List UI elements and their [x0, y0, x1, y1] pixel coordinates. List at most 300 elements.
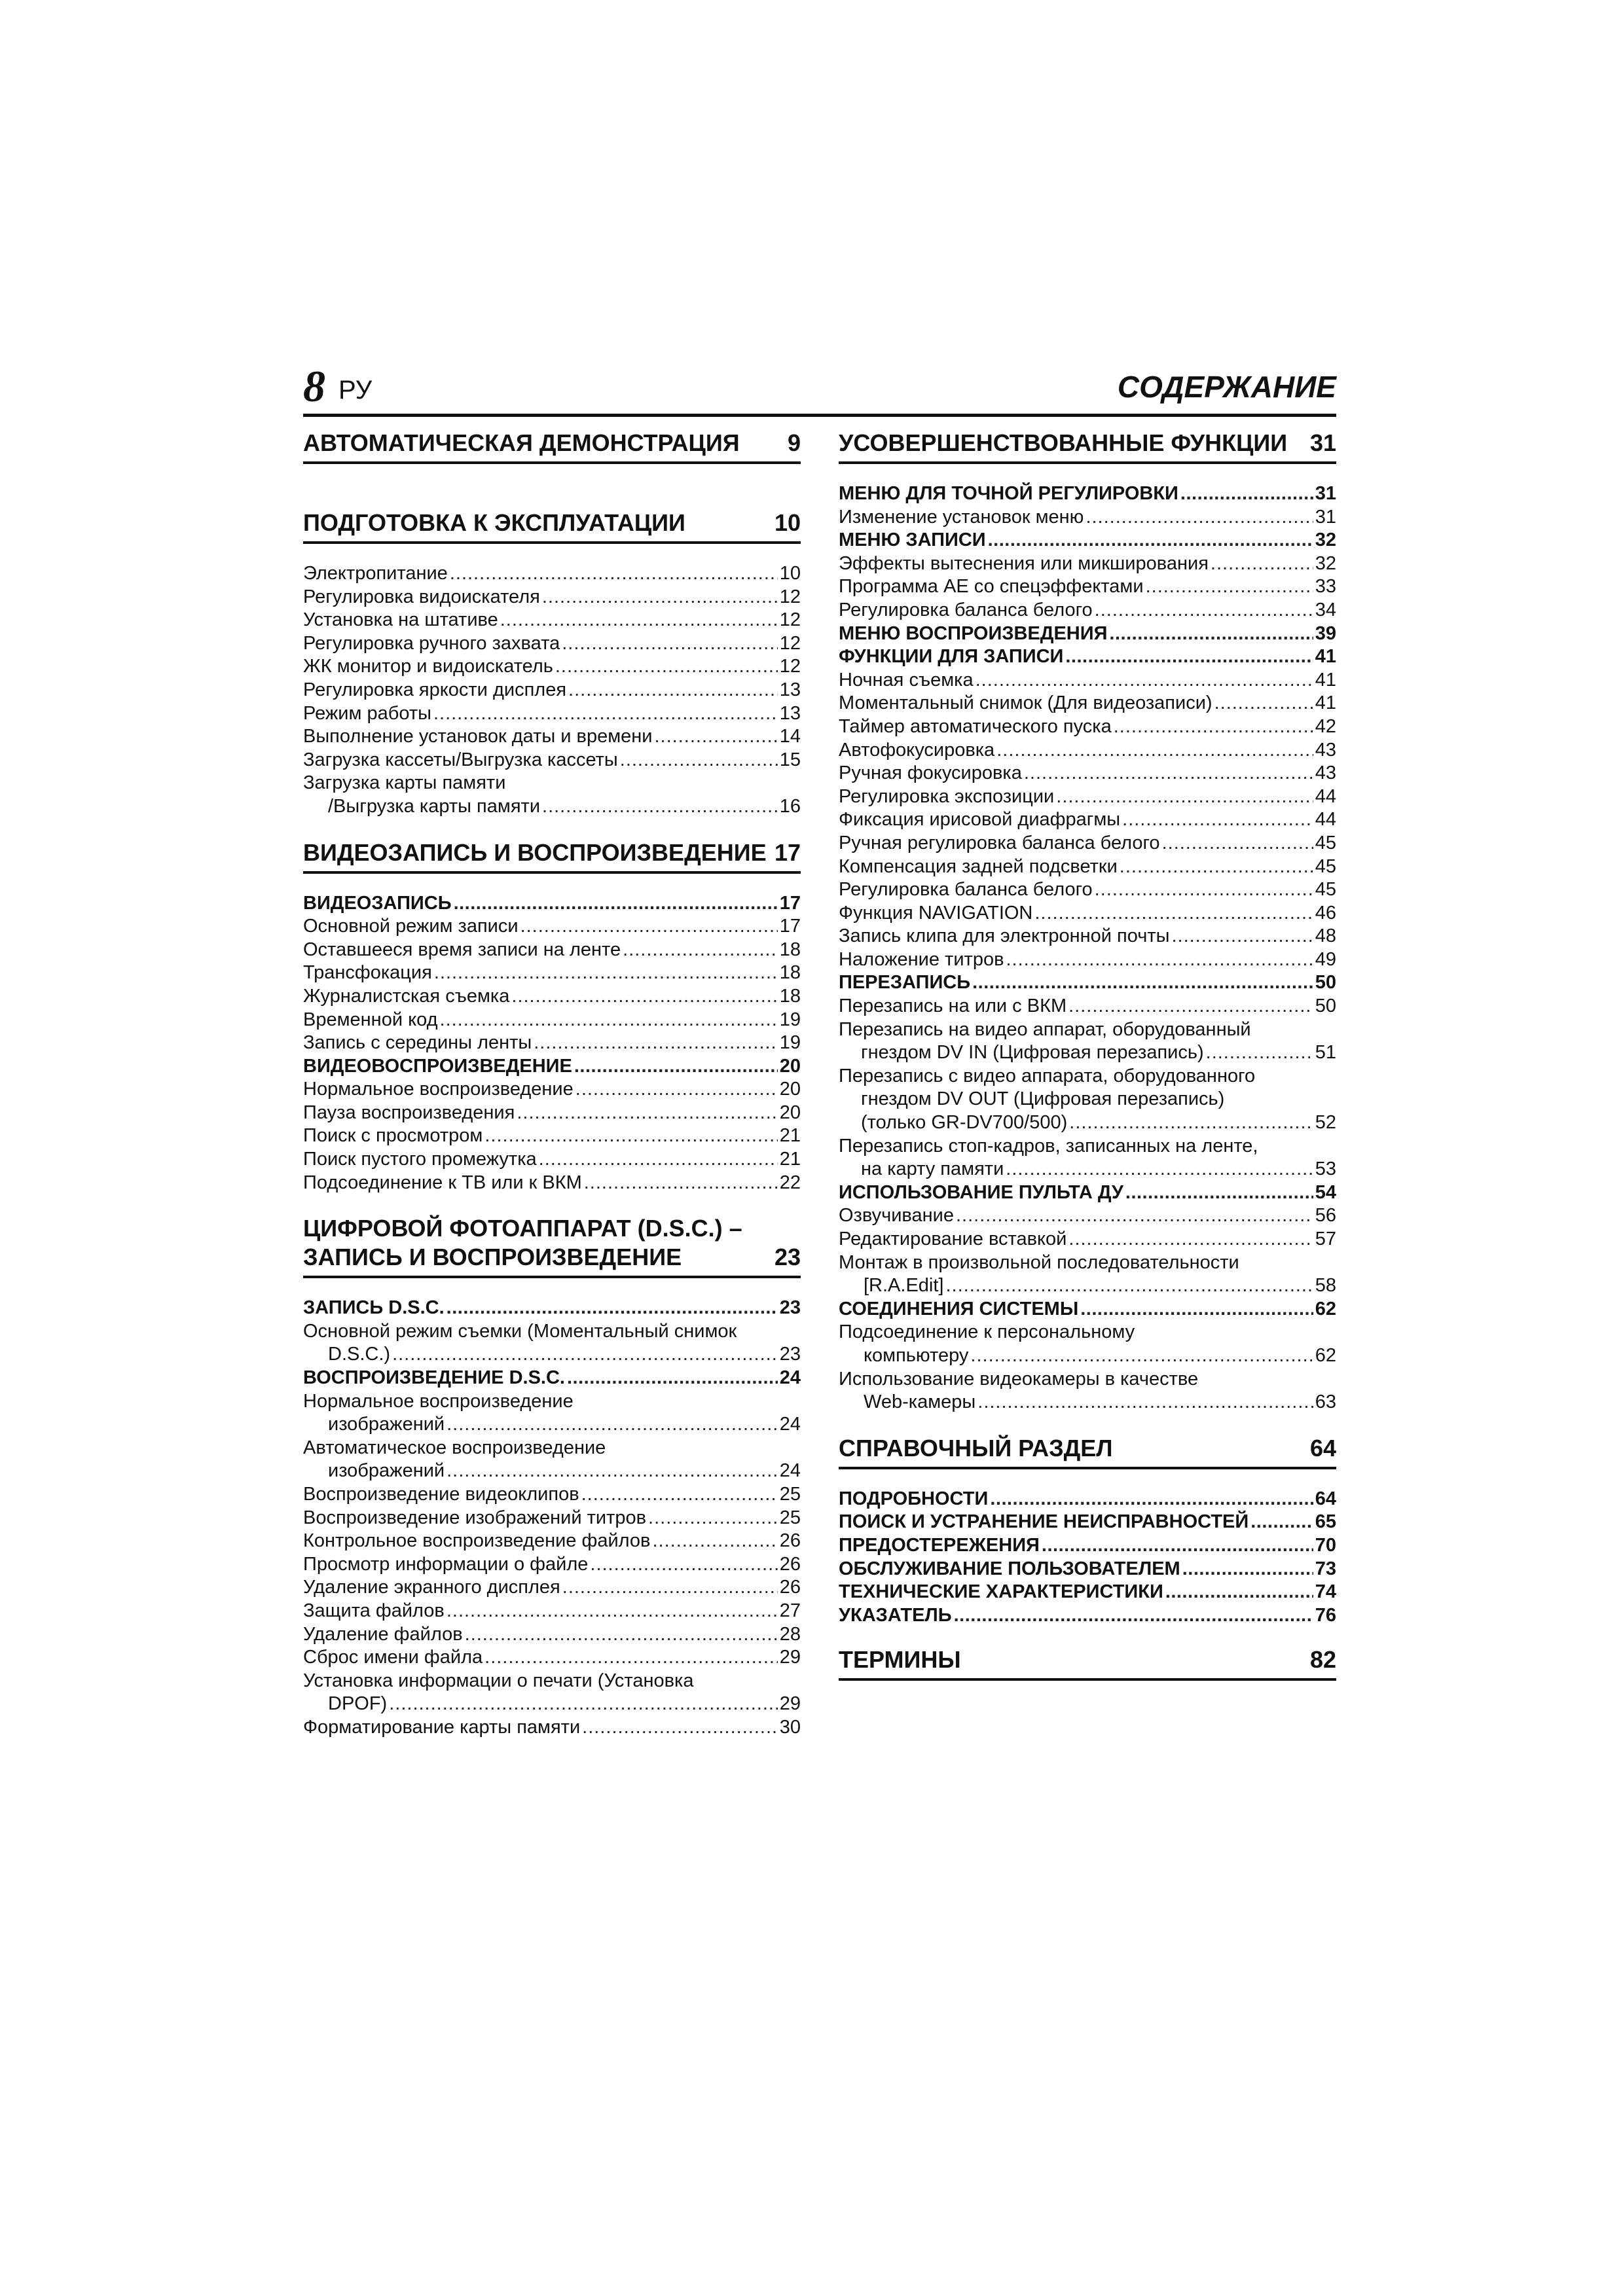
dot-leader [972, 971, 1313, 995]
toc-entry[interactable] [839, 692, 1336, 715]
toc-entry[interactable] [839, 1111, 1336, 1135]
spacer [303, 464, 801, 509]
toc-entry[interactable] [839, 878, 1336, 902]
dot-leader [988, 529, 1313, 552]
toc-entry-page: 33 [1315, 576, 1336, 598]
toc-entry-title: Ручная фокусировка [839, 762, 1022, 784]
toc-entry-page: 24 [779, 1460, 801, 1482]
toc-entry[interactable] [303, 1530, 801, 1553]
dot-leader [555, 655, 778, 679]
toc-entry[interactable] [303, 1343, 801, 1367]
toc-entry[interactable] [303, 1413, 801, 1437]
toc-entry-title: Фиксация ирисовой диафрагмы [839, 809, 1121, 831]
section-page: 64 [1309, 1434, 1336, 1462]
toc-entry[interactable] [839, 1158, 1336, 1181]
toc-list [839, 669, 1336, 972]
toc-entry-title: компьютеру [864, 1344, 969, 1366]
toc-entry-page: 18 [779, 985, 801, 1007]
subsection-entry[interactable] [839, 1604, 1336, 1628]
toc-entry[interactable] [303, 795, 801, 819]
toc-entry-page: 52 [1315, 1112, 1336, 1134]
toc-entry-page: 76 [1315, 1604, 1336, 1626]
toc-entry-page: 23 [779, 1297, 801, 1319]
subsection-entry[interactable] [839, 529, 1336, 552]
toc-entry[interactable] [303, 1460, 801, 1483]
toc-entry-page: 29 [779, 1647, 801, 1668]
toc-entry[interactable] [839, 785, 1336, 809]
toc-entry-title: изображений [328, 1460, 445, 1482]
toc-entry[interactable] [839, 669, 1336, 692]
dot-leader [1146, 575, 1313, 599]
toc-entry-title: Регулировка яркости дисплея [303, 679, 567, 700]
dot-leader [652, 1530, 777, 1553]
section-heading[interactable] [303, 429, 801, 464]
toc-entry-title: ПЕРЕЗАПИСЬ [839, 972, 971, 994]
toc-entry-page: 12 [779, 632, 801, 654]
subsection-entry[interactable] [839, 1558, 1336, 1581]
toc-entry-page: 14 [779, 726, 801, 747]
dot-leader [517, 1102, 777, 1125]
subsection-entry[interactable] [839, 622, 1336, 646]
toc-entry[interactable] [839, 1041, 1336, 1065]
dot-leader [977, 1391, 1313, 1414]
dot-leader [1095, 599, 1313, 622]
dot-leader [655, 725, 778, 749]
toc-entry[interactable] [303, 632, 801, 656]
toc-entry-text[interactable]: Установка информации о печати (Установка [303, 1670, 694, 1691]
dot-leader [568, 679, 778, 702]
toc-entry[interactable] [303, 1600, 801, 1623]
section-page: 82 [1309, 1646, 1336, 1674]
toc-entry-page: 12 [779, 586, 801, 607]
toc-entry-page: 57 [1315, 1229, 1336, 1249]
toc-entry[interactable] [303, 1716, 801, 1740]
section-page: 31 [1309, 429, 1336, 456]
subsection-entry[interactable] [839, 1511, 1336, 1534]
toc-entry-title: Ночная съемка [839, 669, 974, 691]
toc-entry-page: 26 [779, 1553, 801, 1575]
toc-entry-title: Трансфокация [303, 962, 432, 984]
toc-entry-page: 46 [1315, 902, 1336, 924]
section-page: 23 [774, 1244, 801, 1271]
toc-entry-title: Электропитание [303, 563, 448, 584]
spacer [839, 1414, 1336, 1434]
section-title: АВТОМАТИЧЕСКАЯ ДЕМОНСТРАЦИЯ [303, 429, 740, 456]
dot-leader [1206, 1041, 1313, 1065]
toc-entry-title: Подсоединение к ТВ или к ВКМ [303, 1172, 582, 1193]
section-title: СПРАВОЧНЫЙ РАЗДЕЛ [839, 1434, 1113, 1462]
toc-entry-title: изображений [328, 1414, 445, 1435]
toc-entry[interactable] [839, 995, 1336, 1018]
dot-leader [1109, 622, 1313, 646]
toc-entry-page: 28 [779, 1623, 801, 1645]
subsection-entry[interactable] [839, 971, 1336, 995]
toc-entry[interactable] [839, 1228, 1336, 1251]
spacer [303, 874, 801, 892]
dot-leader [465, 1623, 778, 1647]
toc-entry-page: 12 [779, 656, 801, 677]
toc-entry-text[interactable]: Загрузка карты памяти [303, 772, 506, 794]
toc-entry-page: 64 [1315, 1488, 1336, 1509]
toc-entry[interactable] [303, 586, 801, 609]
toc-entry[interactable] [303, 915, 801, 939]
dot-leader [970, 1344, 1313, 1368]
toc-entry[interactable] [839, 762, 1336, 785]
toc-entry-title: ИСПОЛЬЗОВАНИЕ ПУЛЬТА ДУ [839, 1181, 1123, 1203]
toc-entry[interactable] [839, 575, 1336, 599]
toc-entry-page: 13 [779, 679, 801, 700]
toc-entry-title: ТЕХНИЧЕСКИЕ ХАРАКТЕРИСТИКИ [839, 1581, 1163, 1603]
toc-entry-title: Воспроизведение видеоклипов [303, 1484, 579, 1505]
toc-entry[interactable] [303, 702, 801, 726]
toc-entry-text[interactable]: Перезапись на видео аппарат, оборудованный [839, 1018, 1251, 1040]
toc-entry[interactable] [303, 1693, 801, 1716]
toc-entry-title: Запись с середины ленты [303, 1032, 532, 1054]
subsection-entry[interactable] [839, 1581, 1336, 1604]
dot-leader [440, 1009, 778, 1032]
toc-entry[interactable] [303, 679, 801, 702]
toc-entry-page: 58 [1315, 1275, 1336, 1297]
toc-entry-title: ВИДЕОВОСПРОИЗВЕДЕНИЕ [303, 1055, 572, 1077]
dot-leader [567, 1367, 778, 1390]
toc-entry[interactable] [303, 939, 801, 962]
dot-leader [1006, 1158, 1313, 1181]
toc-entry-page: 20 [779, 1102, 801, 1123]
dot-leader [534, 1031, 777, 1055]
toc-entry-page: 32 [1315, 529, 1336, 551]
dot-leader [1250, 1511, 1313, 1534]
dot-leader [433, 702, 778, 726]
dot-leader [584, 1172, 778, 1195]
toc-entry-title: Сброс имени файла [303, 1647, 483, 1668]
toc-entry-text[interactable]: Нормальное воспроизведение [303, 1390, 574, 1412]
toc-entry[interactable] [303, 609, 801, 632]
toc-entry-text[interactable]: Подсоединение к персональному [839, 1321, 1135, 1343]
toc-entry-page: 13 [779, 702, 801, 724]
toc-entry-text[interactable]: Использование видеокамеры в качестве [839, 1368, 1199, 1390]
dot-leader [1024, 762, 1313, 785]
dot-leader [581, 1483, 778, 1507]
toc-entry[interactable] [303, 1102, 801, 1125]
toc-entry-page: 34 [1315, 599, 1336, 620]
subsection-entry[interactable] [303, 1297, 801, 1320]
dot-leader [1122, 808, 1313, 832]
toc-entry[interactable] [303, 1576, 801, 1600]
toc-entry-title: Форматирование карты памяти [303, 1716, 581, 1738]
toc-entry[interactable] [303, 985, 801, 1009]
toc-entry[interactable] [303, 749, 801, 772]
toc-entry-page: 49 [1315, 948, 1336, 970]
header-rule [303, 414, 1336, 417]
dot-leader [575, 1078, 778, 1102]
toc-entry-title: Выполнение установок даты и времени [303, 726, 653, 747]
toc-entry-title: Регулировка баланса белого [839, 599, 1093, 620]
toc-entry-title: Программа AE со спецэффектами [839, 576, 1144, 598]
toc-entry-page: 50 [1315, 972, 1336, 994]
toc-entry[interactable] [303, 1172, 801, 1195]
toc-entry-page: 16 [779, 795, 801, 817]
toc-entry-page: 44 [1315, 809, 1336, 831]
dot-leader [1182, 1558, 1313, 1581]
toc-entry-page: 41 [1315, 669, 1336, 691]
toc-entry-title: Автофокусировка [839, 739, 995, 761]
dot-leader [511, 985, 777, 1009]
page-language: РУ [338, 376, 373, 404]
toc-entry[interactable] [839, 552, 1336, 576]
dot-leader [1211, 552, 1313, 576]
dot-leader [562, 632, 778, 656]
toc-entry[interactable] [303, 1009, 801, 1032]
dot-leader [454, 892, 778, 916]
toc-entry-title: [R.A.Edit] [864, 1275, 944, 1297]
toc-entry-page: 15 [779, 749, 801, 770]
subsection-entry[interactable] [839, 482, 1336, 506]
toc-list [303, 1078, 801, 1194]
toc-entry[interactable] [303, 1507, 801, 1530]
toc-entry-page: 39 [1315, 622, 1336, 644]
page-number: 8 [303, 361, 325, 411]
dot-leader [447, 1413, 778, 1437]
toc-entry[interactable] [303, 725, 801, 749]
toc-entry-page: 62 [1315, 1298, 1336, 1319]
dot-leader [500, 609, 778, 632]
spacer [839, 464, 1336, 482]
toc-entry[interactable] [303, 1124, 801, 1148]
dot-leader [1068, 995, 1313, 1018]
toc-entry[interactable] [303, 1148, 801, 1172]
toc-entry-title: УКАЗАТЕЛЬ [839, 1604, 952, 1626]
section-heading[interactable] [839, 429, 1336, 464]
toc-entry[interactable] [839, 855, 1336, 879]
toc-entry-title: Таймер автоматического пуска [839, 715, 1112, 737]
toc-list [839, 552, 1336, 622]
dot-leader [562, 1576, 778, 1600]
section-heading[interactable] [303, 509, 801, 544]
section-title: ТЕРМИНЫ [839, 1646, 961, 1674]
toc-entry-text[interactable]: Перезапись стоп-кадров, записанных на ленте, [839, 1135, 1258, 1157]
toc-entry[interactable] [839, 506, 1336, 529]
dot-leader [1069, 1111, 1313, 1135]
toc-entry-title: Изменение установок меню [839, 506, 1084, 528]
toc-entry-page: 70 [1315, 1534, 1336, 1556]
toc-entry-title: D.S.C.) [328, 1344, 391, 1365]
toc-entry-page: 21 [779, 1149, 801, 1170]
toc-entry-title: Компенсация задней подсветки [839, 855, 1118, 877]
toc-list [303, 1483, 801, 1670]
section-title: ЦИФРОВОЙ ФОТОАППАРАТ (D.S.C.) – ЗАПИСЬ И ВОСПРОИЗВЕДЕНИЕ [303, 1215, 742, 1271]
subsection-entry[interactable] [303, 1367, 801, 1390]
dot-leader [1114, 715, 1313, 739]
dot-leader [623, 939, 778, 962]
toc-entry-title: Пауза воспроизведения [303, 1102, 515, 1123]
toc-entry-title: ЖК монитор и видоискатель [303, 656, 553, 677]
dot-leader [392, 1343, 778, 1367]
spacer [839, 1627, 1336, 1645]
subsection-entry[interactable] [839, 1298, 1336, 1321]
toc-entry-title: ЗАПИСЬ D.S.C. [303, 1297, 445, 1319]
dot-leader [1056, 785, 1313, 809]
toc-entry[interactable] [839, 715, 1336, 739]
toc-entry-page: 45 [1315, 879, 1336, 901]
dot-leader [447, 1600, 778, 1623]
dot-leader [447, 1460, 778, 1483]
dot-leader [1171, 925, 1313, 948]
toc-entry-title: Регулировка видоискателя [303, 586, 540, 607]
toc-entry-title: Журналистская съемка [303, 985, 510, 1007]
toc-entry-page: 12 [779, 609, 801, 631]
toc-entry-page: 51 [1315, 1042, 1336, 1064]
toc-entry-page: 44 [1315, 785, 1336, 807]
toc-entry-page: 48 [1315, 925, 1336, 947]
toc-entry-title: ПРЕДОСТЕРЕЖЕНИЯ [839, 1534, 1040, 1556]
toc-entry[interactable] [303, 1553, 801, 1577]
toc-entry-page: 24 [779, 1367, 801, 1389]
toc-entry[interactable] [839, 808, 1336, 832]
toc-entry[interactable] [839, 1391, 1336, 1414]
toc-entry-page: 30 [779, 1716, 801, 1738]
toc-entry-page: 20 [779, 1055, 801, 1077]
dot-leader [450, 562, 778, 586]
toc-entry-title: Ручная регулировка баланса белого [839, 832, 1160, 853]
toc-entry-title: МЕНЮ ДЛЯ ТОЧНОЙ РЕГУЛИРОВКИ [839, 483, 1178, 504]
toc-entry-text[interactable]: Монтаж в произвольной последовательности [839, 1251, 1239, 1273]
toc-list [303, 562, 801, 772]
toc-entry[interactable] [839, 599, 1336, 622]
dot-leader [1120, 855, 1313, 879]
toc-entry-page: 62 [1315, 1344, 1336, 1366]
section-heading[interactable] [303, 838, 801, 874]
toc-entry-title: гнездом DV IN (Цифровая перезапись) [861, 1042, 1204, 1064]
dot-leader [542, 795, 778, 819]
dot-leader [590, 1553, 777, 1577]
toc-entry-page: 32 [1315, 552, 1336, 574]
toc-entry-title: Нормальное воспроизведение [303, 1079, 574, 1100]
toc-entry-title: Защита файлов [303, 1600, 445, 1621]
dot-leader [956, 1204, 1313, 1228]
toc-entry-page: 19 [779, 1009, 801, 1030]
toc-list [303, 915, 801, 1055]
toc-entry[interactable] [303, 1623, 801, 1647]
toc-entry[interactable] [839, 832, 1336, 855]
dot-leader [1065, 645, 1313, 669]
toc-entry-title: Установка на штативе [303, 609, 498, 631]
toc-entry-title: Редактирование вставкой [839, 1229, 1067, 1249]
subsection-entry[interactable] [839, 645, 1336, 669]
section-heading[interactable] [839, 1434, 1336, 1469]
toc-entry-page: 25 [779, 1484, 801, 1505]
toc-entry-text[interactable]: Перезапись с видео аппарата, оборудованного [839, 1065, 1256, 1086]
dot-leader [1125, 1181, 1313, 1205]
section-heading[interactable] [839, 1645, 1336, 1681]
toc-entry-page: 21 [779, 1125, 801, 1147]
toc-entry[interactable] [303, 961, 801, 985]
toc-entry-title: Регулировка баланса белого [839, 879, 1093, 901]
toc-entry[interactable] [303, 1483, 801, 1507]
dot-leader [484, 1646, 778, 1670]
toc-entry-title: МЕНЮ ВОСПРОИЗВЕДЕНИЯ [839, 622, 1108, 644]
spacer [303, 1194, 801, 1214]
toc-entry-title: Удаление файлов [303, 1623, 463, 1645]
dot-leader [954, 1604, 1313, 1628]
toc-list [839, 506, 1336, 529]
toc-entry-page: 24 [779, 1414, 801, 1435]
toc-right-column [839, 429, 1336, 1681]
toc-entry-title: (только GR-DV700/500) [861, 1112, 1068, 1134]
toc-entry-title: Озвучивание [839, 1205, 954, 1227]
toc-entry[interactable] [303, 1646, 801, 1670]
toc-entry-title: Моментальный снимок (Для видеозаписи) [839, 692, 1213, 714]
toc-entry-title: Загрузка кассеты/Выгрузка кассеты [303, 749, 618, 770]
dot-leader [946, 1274, 1313, 1298]
toc-entry-title: Воспроизведение изображений титров [303, 1507, 647, 1528]
toc-entry-title: Удаление экранного дисплея [303, 1577, 560, 1598]
toc-entry[interactable] [839, 925, 1336, 948]
subsection-entry[interactable] [303, 892, 801, 916]
toc-entry[interactable] [839, 948, 1336, 972]
section-title: ВИДЕОЗАПИСЬ И ВОСПРОИЗВЕДЕНИЕ [303, 838, 767, 866]
subsection-entry[interactable] [839, 1534, 1336, 1558]
subsection-entry[interactable] [303, 1055, 801, 1079]
toc-entry[interactable] [839, 1274, 1336, 1298]
toc-entry-page: 27 [779, 1600, 801, 1621]
toc-list [839, 1488, 1336, 1628]
section-page: 9 [787, 429, 801, 456]
toc-list [839, 1204, 1336, 1251]
toc-entry[interactable] [839, 1204, 1336, 1228]
toc-entry[interactable] [303, 1031, 801, 1055]
dot-leader [542, 586, 778, 609]
toc-entry-title: Поиск с просмотром [303, 1125, 483, 1147]
section-title: УСОВЕРШЕНСТВОВАННЫЕ ФУНКЦИИ [839, 429, 1288, 456]
toc-entry[interactable] [839, 739, 1336, 762]
subsection-entry[interactable] [839, 1181, 1336, 1205]
dot-leader [389, 1693, 778, 1716]
toc-entry-title: Эффекты вытеснения или микширования [839, 552, 1209, 574]
dot-leader [976, 669, 1313, 692]
section-heading[interactable] [303, 1214, 801, 1278]
toc-entry-text[interactable]: Автоматическое воспроизведение [303, 1437, 606, 1458]
toc-entry[interactable] [303, 1078, 801, 1102]
toc-entry-page: 26 [779, 1530, 801, 1552]
toc-entry-page: 43 [1315, 739, 1336, 761]
toc-entry-page: 65 [1315, 1511, 1336, 1533]
toc-entry-title: Функция NAVIGATION [839, 902, 1033, 924]
toc-entry-page: 22 [779, 1172, 801, 1193]
toc-entry-page: 23 [779, 1344, 801, 1365]
page-title: СОДЕРЖАНИЕ [1117, 370, 1336, 404]
toc-entry-text[interactable]: гнездом DV OUT (Цифровая перезапись) [861, 1088, 1225, 1110]
toc-entry[interactable] [303, 655, 801, 679]
dot-leader [1085, 506, 1313, 529]
toc-entry-title: Запись клипа для электронной почты [839, 925, 1170, 947]
toc-entry-title: Режим работы [303, 702, 431, 724]
toc-entry-title: Web-камеры [864, 1391, 976, 1413]
toc-entry[interactable] [303, 562, 801, 586]
spacer [303, 544, 801, 562]
dot-leader [1214, 692, 1313, 715]
subsection-entry[interactable] [839, 1488, 1336, 1511]
toc-entry-page: 17 [779, 892, 801, 914]
toc-entry-page: 53 [1315, 1158, 1336, 1180]
toc-entry-text[interactable]: Основной режим съемки (Моментальный снимок [303, 1320, 737, 1342]
toc-entry-page: 18 [779, 962, 801, 984]
toc-entry[interactable] [839, 902, 1336, 925]
toc-entry[interactable] [839, 1344, 1336, 1368]
toc-entry-title: ВОСПРОИЗВЕДЕНИЕ D.S.C. [303, 1367, 565, 1389]
toc-left-column [303, 429, 801, 1740]
dot-leader [520, 915, 778, 939]
dot-leader [582, 1716, 778, 1740]
